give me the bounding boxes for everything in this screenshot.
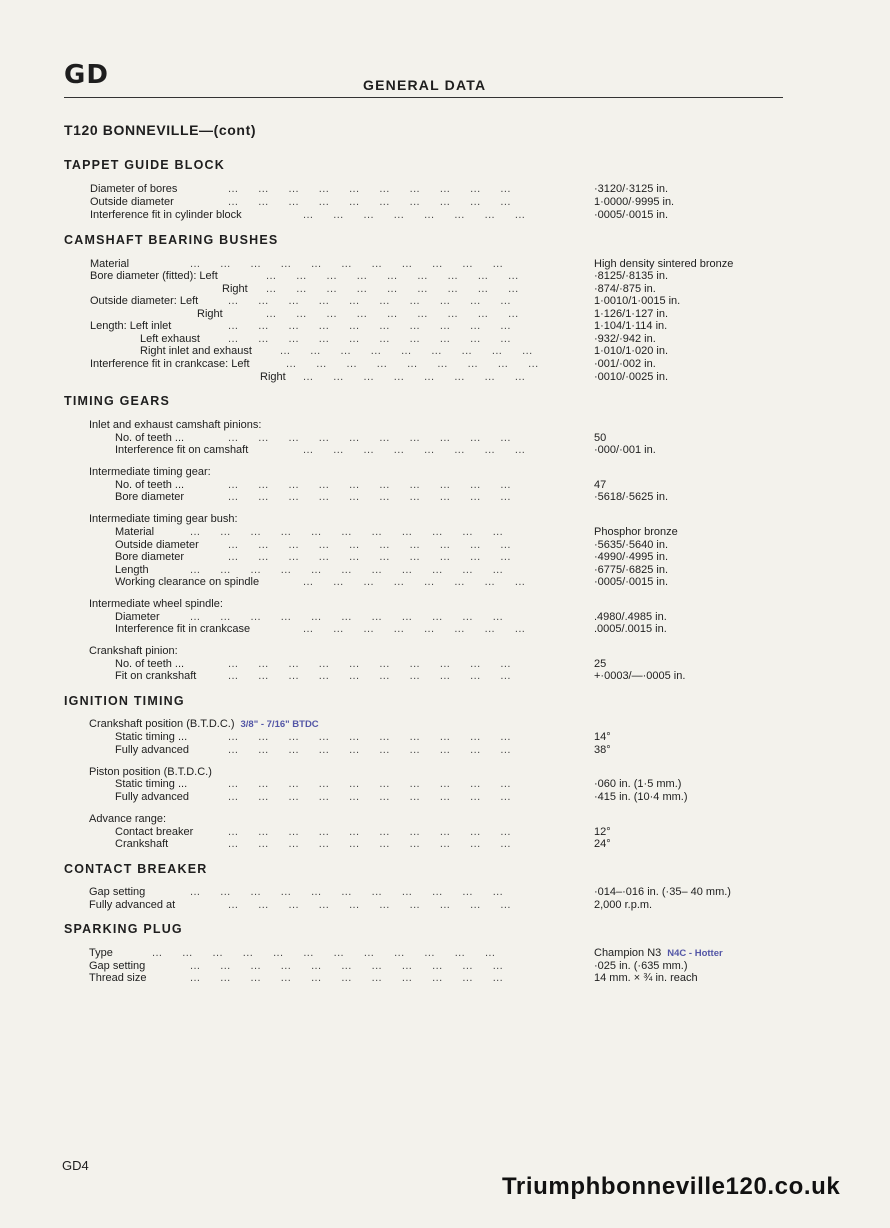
spec-value: 47 bbox=[594, 479, 607, 491]
spec-label: Gap setting bbox=[89, 886, 146, 898]
leader-dots: ... ... ... ... ... ... ... ... ... bbox=[266, 308, 519, 320]
leader-dots: ... ... ... ... ... ... ... ... ... ... bbox=[228, 670, 511, 682]
spec-row bbox=[0, 183, 890, 196]
spec-label: Right bbox=[197, 308, 223, 320]
leader-dots: ... ... ... ... ... ... ... ... ... ... bbox=[228, 778, 511, 790]
spec-row bbox=[0, 778, 890, 791]
spec-label: Bore diameter (fitted): Left bbox=[90, 270, 218, 282]
spec-row bbox=[0, 419, 890, 432]
spec-row bbox=[0, 209, 890, 222]
spec-row bbox=[0, 623, 890, 636]
spec-value: 14° bbox=[594, 731, 611, 743]
section-heading: SPARKING PLUG bbox=[64, 922, 183, 936]
spec-value: ·3120/·3125 in. bbox=[594, 183, 668, 195]
spec-value: 2,000 r.p.m. bbox=[594, 899, 653, 911]
leader-dots: ... ... ... ... ... ... ... ... ... ... bbox=[228, 826, 511, 838]
spec-row bbox=[0, 899, 890, 912]
spec-row bbox=[0, 670, 890, 683]
spec-row bbox=[0, 270, 890, 283]
spec-label: Outside diameter bbox=[90, 196, 174, 208]
spec-label: Bore diameter bbox=[115, 551, 185, 563]
leader-dots: ... ... ... ... ... ... ... ... ... ... bbox=[228, 658, 511, 670]
leader-dots: ... ... ... ... ... ... ... ... ... ... ... bbox=[190, 564, 504, 576]
spec-row bbox=[0, 972, 890, 985]
spec-label: Fully advanced at bbox=[89, 899, 176, 911]
section-heading: CAMSHAFT BEARING BUSHES bbox=[64, 233, 279, 247]
spec-label: Thread size bbox=[89, 972, 147, 984]
spec-label: Crankshaft pinion: bbox=[89, 645, 178, 657]
section-heading: TAPPET GUIDE BLOCK bbox=[64, 158, 225, 172]
spec-label: No. of teeth ... bbox=[115, 658, 185, 670]
handwritten-note: N4C - Hotter bbox=[667, 948, 723, 959]
spec-label: Bore diameter bbox=[115, 491, 185, 503]
section-heading: CONTACT BREAKER bbox=[64, 862, 208, 876]
leader-dots: ... ... ... ... ... ... ... ... ... ... ... ... bbox=[152, 947, 496, 959]
leader-dots: ... ... ... ... ... ... ... ... ... ... ... bbox=[190, 258, 504, 270]
spec-row bbox=[0, 551, 890, 564]
spec-label: Crankshaft position (B.T.D.C.) 3/8" - 7/16" BTDC bbox=[89, 718, 319, 730]
spec-label: Advance range: bbox=[89, 813, 167, 825]
spec-label: Fully advanced bbox=[115, 744, 189, 756]
spec-value: 24° bbox=[594, 838, 611, 850]
spec-label: Diameter bbox=[115, 611, 160, 623]
spec-label: Contact breaker bbox=[115, 826, 194, 838]
website-watermark: Triumphbonneville120.co.uk bbox=[502, 1173, 841, 1200]
spec-value: 12° bbox=[594, 826, 611, 838]
leader-dots: ... ... ... ... ... ... ... ... bbox=[303, 209, 526, 221]
spec-value: ·0005/·0015 in. bbox=[594, 576, 668, 588]
spec-value: .4980/.4985 in. bbox=[594, 611, 667, 623]
leader-dots: ... ... ... ... ... ... ... ... ... ... bbox=[228, 196, 511, 208]
spec-value: 1·126/1·127 in. bbox=[594, 308, 668, 320]
spec-value: ·8125/·8135 in. bbox=[594, 270, 668, 282]
spec-label: Length bbox=[115, 564, 149, 576]
spec-label: Outside diameter: Left bbox=[90, 295, 199, 307]
spec-value: ·5635/·5640 in. bbox=[594, 539, 668, 551]
leader-dots: ... ... ... ... ... ... ... ... ... bbox=[266, 270, 519, 282]
spec-label: Interference fit in crankcase: Left bbox=[90, 358, 250, 370]
spec-row bbox=[0, 947, 890, 960]
leader-dots: ... ... ... ... ... ... ... ... ... ... bbox=[228, 183, 511, 195]
spec-value: 1·010/1·020 in. bbox=[594, 345, 668, 357]
page-number: GD4 bbox=[62, 1158, 89, 1173]
spec-value: 14 mm. × ¾ in. reach bbox=[594, 972, 698, 984]
spec-label: Interference fit in cylinder block bbox=[90, 209, 242, 221]
section-heading: TIMING GEARS bbox=[64, 394, 171, 408]
spec-label: No. of teeth ... bbox=[115, 479, 185, 491]
spec-row bbox=[0, 196, 890, 209]
spec-label: Right inlet and exhaust bbox=[140, 345, 252, 357]
leader-dots: ... ... ... ... ... ... ... ... ... ... ... bbox=[190, 886, 504, 898]
spec-label: Working clearance on spindle bbox=[115, 576, 260, 588]
spec-value: +·0003/—·0005 in. bbox=[594, 670, 686, 682]
spec-label: Static timing ... bbox=[115, 731, 188, 743]
spec-row bbox=[0, 466, 890, 479]
spec-value: ·014–·016 in. (·35– 40 mm.) bbox=[594, 886, 731, 898]
header-rule bbox=[64, 97, 783, 98]
leader-dots: ... ... ... ... ... ... ... ... ... ... bbox=[228, 744, 511, 756]
page-title: T120 BONNEVILLE—(cont) bbox=[64, 122, 257, 138]
spec-label: Outside diameter bbox=[115, 539, 199, 551]
spec-label: Piston position (B.T.D.C.) bbox=[89, 766, 212, 778]
spec-value: ·0010/·0025 in. bbox=[594, 371, 668, 383]
spec-label: Length: Left inlet bbox=[90, 320, 172, 332]
spec-value: 1·0010/1·0015 in. bbox=[594, 295, 681, 307]
spec-value: ·415 in. (10·4 mm.) bbox=[594, 791, 688, 803]
leader-dots: ... ... ... ... ... ... ... ... ... ... bbox=[228, 432, 511, 444]
spec-label: Material bbox=[115, 526, 155, 538]
section-heading: IGNITION TIMING bbox=[64, 694, 185, 708]
spec-value: ·0005/·0015 in. bbox=[594, 209, 668, 221]
spec-row bbox=[0, 491, 890, 504]
spec-value: ·4990/·4995 in. bbox=[594, 551, 668, 563]
spec-value: ·874/·875 in. bbox=[594, 283, 656, 295]
handwritten-note: 3/8" - 7/16" BTDC bbox=[240, 719, 319, 730]
leader-dots: ... ... ... ... ... ... ... ... ... ... bbox=[228, 899, 511, 911]
spec-value: ·932/·942 in. bbox=[594, 333, 656, 345]
spec-label: Interference fit on camshaft bbox=[115, 444, 249, 456]
spec-value: ·6775/·6825 in. bbox=[594, 564, 668, 576]
spec-row bbox=[0, 371, 890, 384]
spec-label: Intermediate timing gear: bbox=[89, 466, 211, 478]
spec-label: Inlet and exhaust camshaft pinions: bbox=[89, 419, 262, 431]
leader-dots: ... ... ... ... ... ... ... ... bbox=[303, 576, 526, 588]
leader-dots: ... ... ... ... ... ... ... ... ... ... ... bbox=[190, 611, 504, 623]
spec-value: ·001/·002 in. bbox=[594, 358, 656, 370]
spec-value: 38° bbox=[594, 744, 611, 756]
spec-label: Material bbox=[90, 258, 130, 270]
leader-dots: ... ... ... ... ... ... ... ... ... ... bbox=[228, 731, 511, 743]
section-code: GD bbox=[64, 60, 109, 90]
spec-row bbox=[0, 295, 890, 308]
spec-row bbox=[0, 526, 890, 539]
leader-dots: ... ... ... ... ... ... ... ... ... ... ... bbox=[190, 960, 504, 972]
spec-row bbox=[0, 345, 890, 358]
spec-value: 1·0000/·9995 in. bbox=[594, 196, 675, 208]
leader-dots: ... ... ... ... ... ... ... ... ... bbox=[266, 283, 519, 295]
spec-value: 25 bbox=[594, 658, 607, 670]
spec-row bbox=[0, 320, 890, 333]
spec-label: Static timing ... bbox=[115, 778, 188, 790]
spec-label: Right bbox=[260, 371, 286, 383]
spec-row bbox=[0, 645, 890, 658]
leader-dots: ... ... ... ... ... ... ... ... ... ... ... bbox=[190, 972, 504, 984]
spec-label: Gap setting bbox=[89, 960, 146, 972]
leader-dots: ... ... ... ... ... ... ... ... bbox=[303, 444, 526, 456]
spec-row bbox=[0, 813, 890, 826]
spec-row bbox=[0, 731, 890, 744]
leader-dots: ... ... ... ... ... ... ... ... ... bbox=[286, 358, 539, 370]
spec-row bbox=[0, 791, 890, 804]
spec-row bbox=[0, 718, 890, 731]
leader-dots: ... ... ... ... ... ... ... ... ... bbox=[280, 345, 533, 357]
spec-label: Fully advanced bbox=[115, 791, 189, 803]
spec-row bbox=[0, 358, 890, 371]
spec-value: ·5618/·5625 in. bbox=[594, 491, 668, 503]
leader-dots: ... ... ... ... ... ... ... ... ... ... bbox=[228, 838, 511, 850]
spec-row bbox=[0, 838, 890, 851]
spec-label: No. of teeth ... bbox=[115, 432, 185, 444]
spec-label: Right bbox=[222, 283, 248, 295]
spec-row bbox=[0, 444, 890, 457]
leader-dots: ... ... ... ... ... ... ... ... ... ... bbox=[228, 295, 511, 307]
spec-row bbox=[0, 598, 890, 611]
spec-row bbox=[0, 886, 890, 899]
leader-dots: ... ... ... ... ... ... ... ... ... ... bbox=[228, 791, 511, 803]
leader-dots: ... ... ... ... ... ... ... ... ... ... bbox=[228, 539, 511, 551]
leader-dots: ... ... ... ... ... ... ... ... ... ... bbox=[228, 551, 511, 563]
spec-label: Left exhaust bbox=[140, 333, 200, 345]
spec-row bbox=[0, 576, 890, 589]
leader-dots: ... ... ... ... ... ... ... ... ... ... bbox=[228, 333, 511, 345]
spec-value: .0005/.0015 in. bbox=[594, 623, 667, 635]
spec-value: High density sintered bronze bbox=[594, 258, 734, 270]
spec-value: 1·104/1·114 in. bbox=[594, 320, 668, 332]
spec-label: Intermediate timing gear bush: bbox=[89, 513, 238, 525]
leader-dots: ... ... ... ... ... ... ... ... ... ... bbox=[228, 491, 511, 503]
spec-value: 50 bbox=[594, 432, 607, 444]
spec-value: Phosphor bronze bbox=[594, 526, 678, 538]
spec-label: Type bbox=[89, 947, 113, 959]
leader-dots: ... ... ... ... ... ... ... ... bbox=[303, 371, 526, 383]
leader-dots: ... ... ... ... ... ... ... ... ... ... bbox=[228, 320, 511, 332]
spec-value: ·060 in. (1·5 mm.) bbox=[594, 778, 682, 790]
spec-row bbox=[0, 513, 890, 526]
spec-label: Crankshaft bbox=[115, 838, 169, 850]
spec-value: ·000/·001 in. bbox=[594, 444, 656, 456]
header-title: GENERAL DATA bbox=[363, 77, 487, 93]
spec-value: Champion N3 N4C - Hotter bbox=[594, 947, 723, 959]
leader-dots: ... ... ... ... ... ... ... ... ... ... bbox=[228, 479, 511, 491]
spec-label: Fit on crankshaft bbox=[115, 670, 197, 682]
spec-label: Interference fit in crankcase bbox=[115, 623, 251, 635]
spec-row bbox=[0, 744, 890, 757]
spec-label: Intermediate wheel spindle: bbox=[89, 598, 223, 610]
spec-value: ·025 in. (·635 mm.) bbox=[594, 960, 688, 972]
spec-label: Diameter of bores bbox=[90, 183, 178, 195]
leader-dots: ... ... ... ... ... ... ... ... bbox=[303, 623, 526, 635]
leader-dots: ... ... ... ... ... ... ... ... ... ... ... bbox=[190, 526, 504, 538]
